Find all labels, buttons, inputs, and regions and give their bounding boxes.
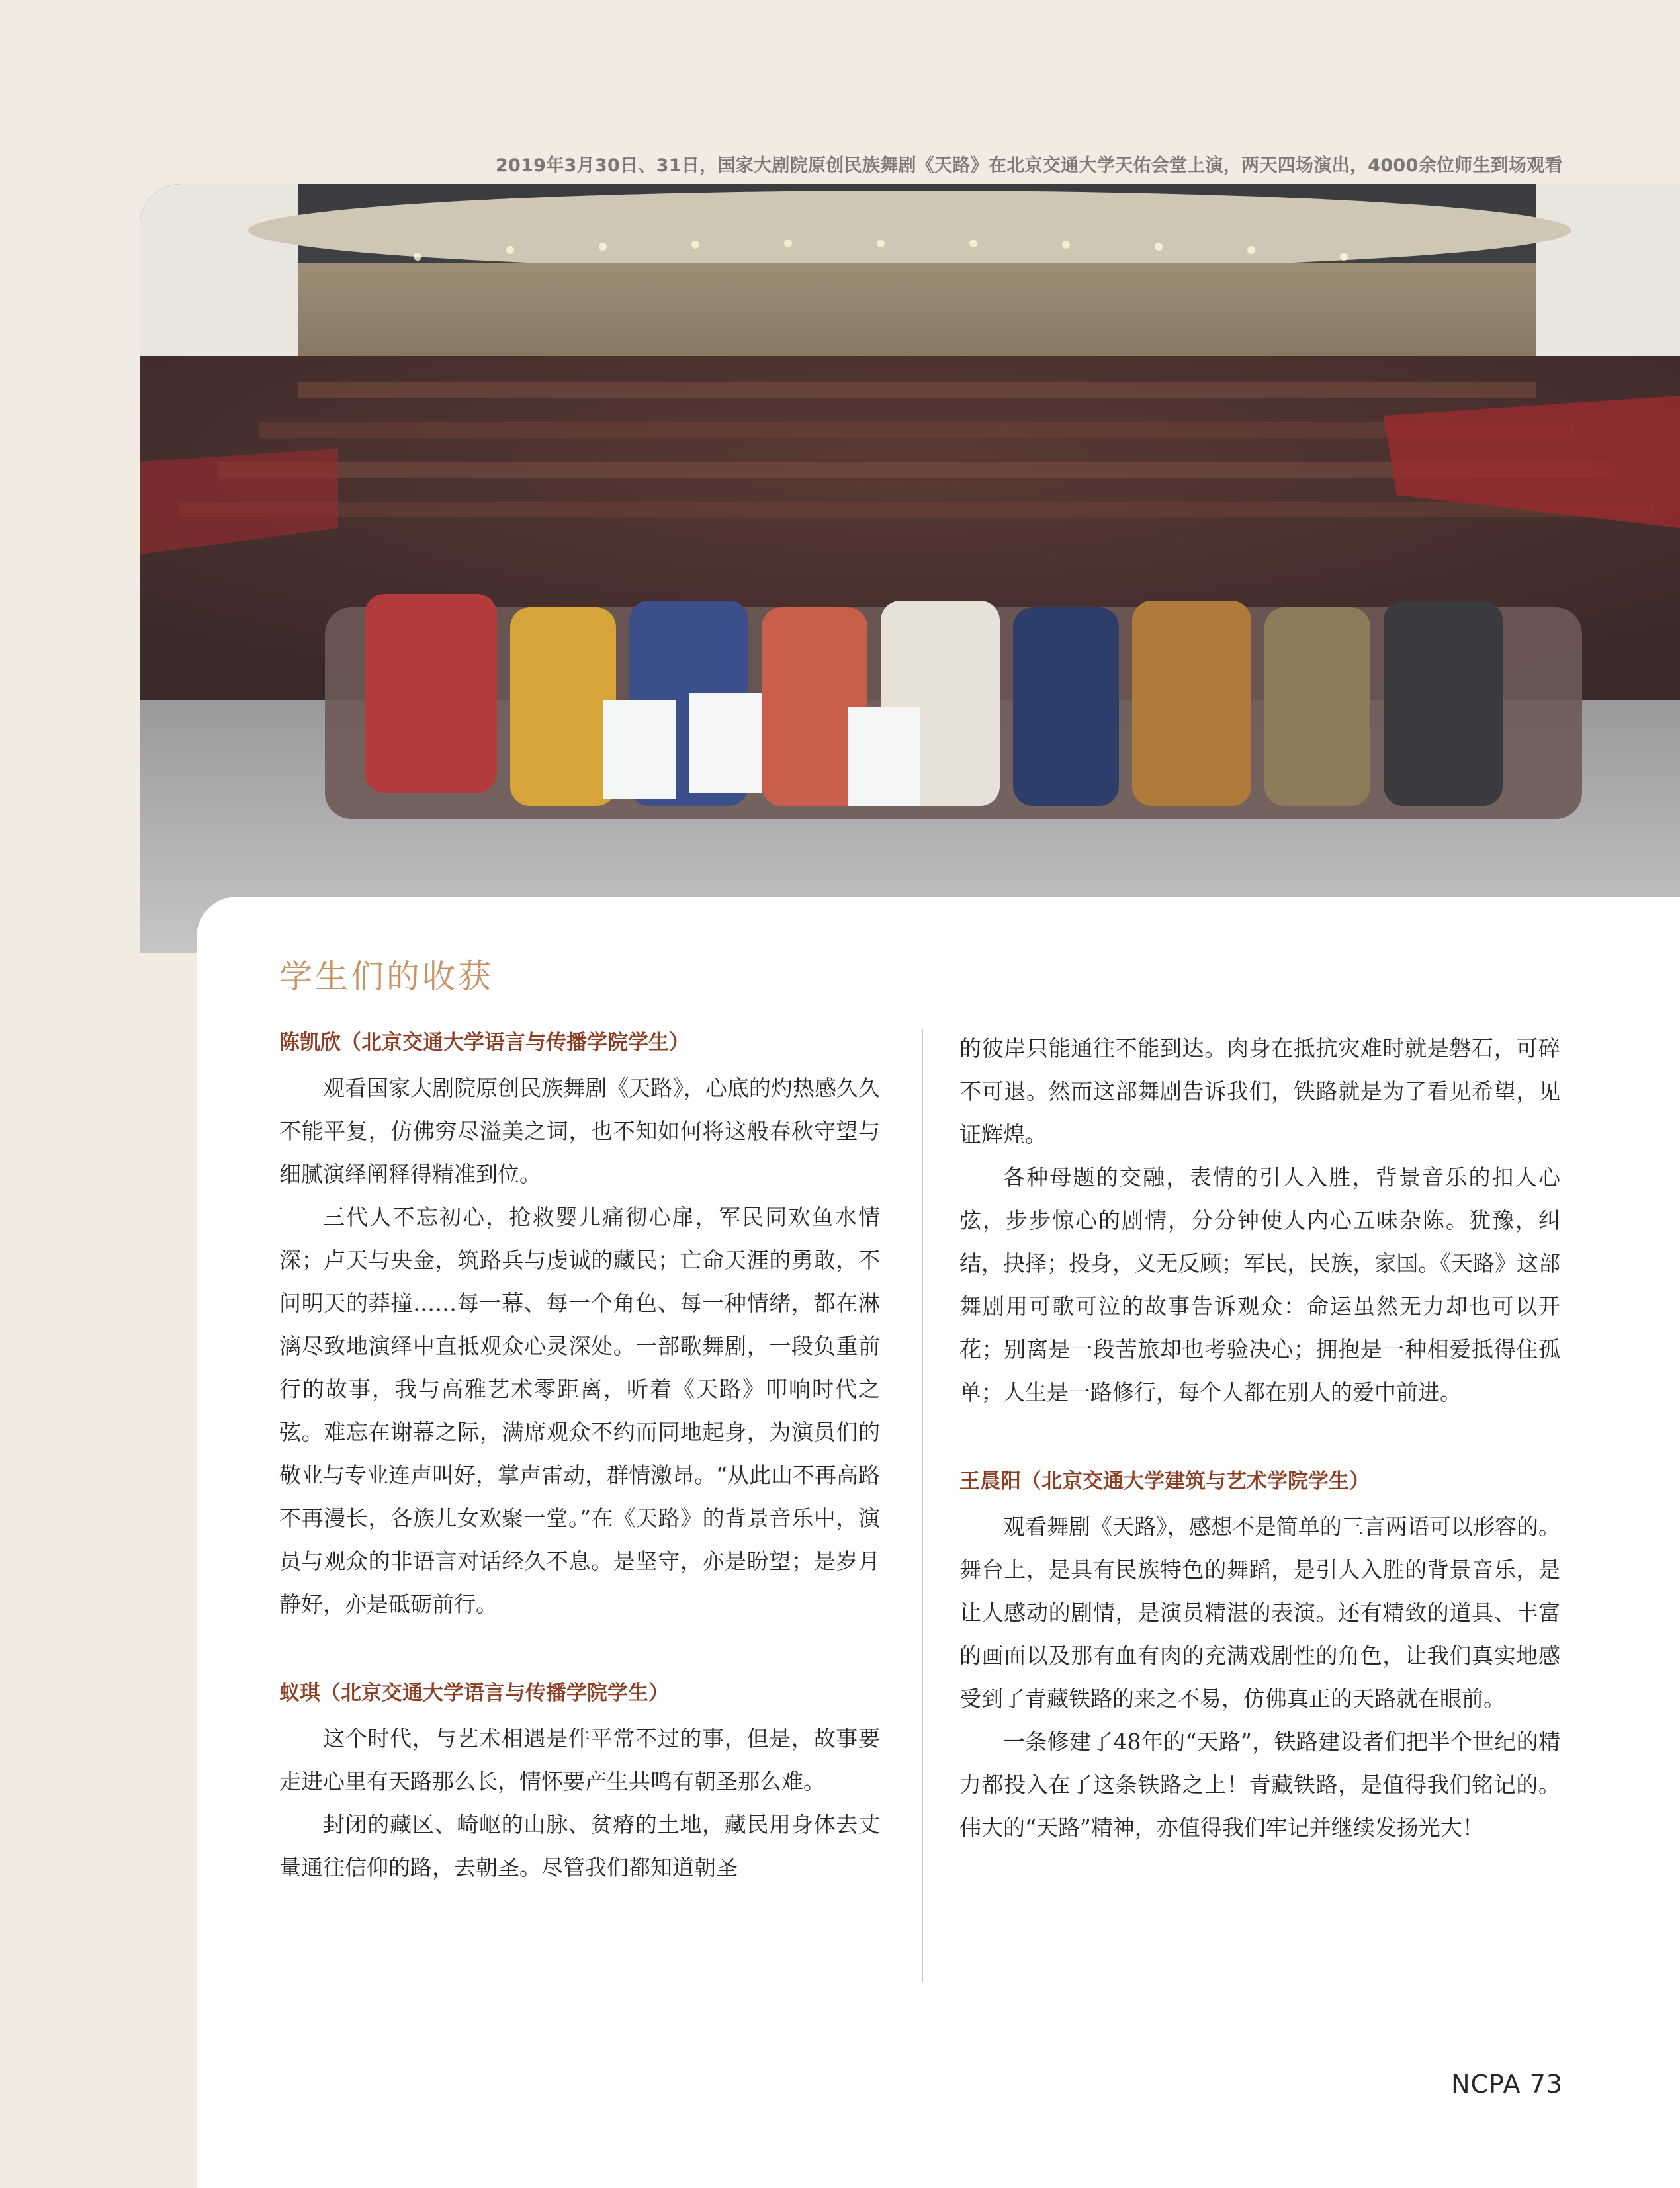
paragraph-continued: 的彼岸只能通往不能到达。肉身在抵抗灾难时就是磐石，可碎不可退。然而这部舞剧告诉我们，铁路就是为了看见希望，见证辉煌。	[959, 1035, 1560, 1147]
author-name: 陈凯欣（北京交通大学语言与传播学院学生）	[279, 1031, 689, 1055]
page-footer	[1451, 2070, 1563, 2099]
paragraph: 封闭的藏区、崎岖的山脉、贫瘠的土地，藏民用身体去丈量通往信仰的路，去朝圣。尽管我们都知道朝圣	[279, 1812, 880, 1880]
page-number: 73	[1529, 2070, 1563, 2099]
right-column	[959, 1027, 1560, 1849]
group-photo	[140, 184, 1680, 953]
group-photo-illustration	[140, 184, 1680, 953]
spacer	[959, 1414, 1560, 1466]
author-name: 王晨阳（北京交通大学建筑与艺术学院学生）	[959, 1469, 1370, 1493]
paragraph: 观看国家大剧院原创民族舞剧《天路》，心底的灼热感久久不能平复，仿佛穷尽溢美之词，也不知如何将这般春秋守望与细腻演绎阐释得精准到位。	[279, 1075, 880, 1187]
paragraph: 一条修建了48年的“天路”，铁路建设者们把半个世纪的精力都投入在了这条铁路之上！青藏铁路，是值得我们铭记的。伟大的“天路”精神，亦值得我们牢记并继续发扬光大！	[959, 1729, 1560, 1841]
author-name: 蚁琪（北京交通大学语言与传播学院学生）	[279, 1681, 669, 1705]
magazine-name: NCPA	[1451, 2070, 1521, 2099]
paragraph: 观看舞剧《天路》，感想不是简单的三言两语可以形容的。舞台上，是具有民族特色的舞蹈，是引人入胜的背景音乐，是让人感动的剧情，是演员精湛的表演。还有精致的道具、丰富的画面以及那有血有肉的充满戏剧性的角色，让我们真实地感受到了青藏铁路的来之不易，仿佛真正的天路就在眼前。	[959, 1514, 1560, 1712]
photo-caption: 2019年3月30日、31日，国家大剧院原创民族舞剧《天路》在北京交通大学天佑会堂上演，两天四场演出，4000余位师生到场观看	[495, 155, 1563, 176]
left-column	[279, 1027, 880, 1889]
paragraph: 这个时代，与艺术相遇是件平常不过的事，但是，故事要走进心里有天路那么长，情怀要产生共鸣有朝圣那么难。	[279, 1726, 880, 1794]
paragraph: 各种母题的交融，表情的引人入胜，背景音乐的扣人心弦，步步惊心的剧情，分分钟使人内心五味杂陈。犹豫，纠结，抉择；投身，义无反顾；军民，民族，家国。《天路》这部舞剧用可歌可泣的故事告诉观众：命运虽然无力却也可以开花；别离是一段苦旅却也考验决心；拥抱是一种相爱抵得住孤单；人生是一路修行，每个人都在别人的爱中前进。	[959, 1164, 1560, 1405]
column-divider	[922, 1029, 923, 1982]
spacer	[279, 1626, 880, 1677]
paragraph: 三代人不忘初心，抢救婴儿痛彻心扉，军民同欢鱼水情深；卢天与央金，筑路兵与虔诚的藏民；亡命天涯的勇敢，不问明天的莽撞……每一幕、每一个角色、每一种情绪，都在淋漓尽致地演绎中直抵观众心灵深处。一部歌舞剧，一段负重前行的故事，我与高雅艺术零距离，听着《天路》叩响时代之弦。难忘在谢幕之际，满席观众不约而同地起身，为演员们的敬业与专业连声叫好，掌声雷动，群情激昂。“从此山不再高路不再漫长，各族儿女欢聚一堂。”在《天路》的背景音乐中，演员与观众的非语言对话经久不息。是坚守，亦是盼望；是岁月静好，亦是砥砺前行。	[279, 1204, 880, 1617]
section-title: 学生们的收获	[279, 957, 494, 996]
